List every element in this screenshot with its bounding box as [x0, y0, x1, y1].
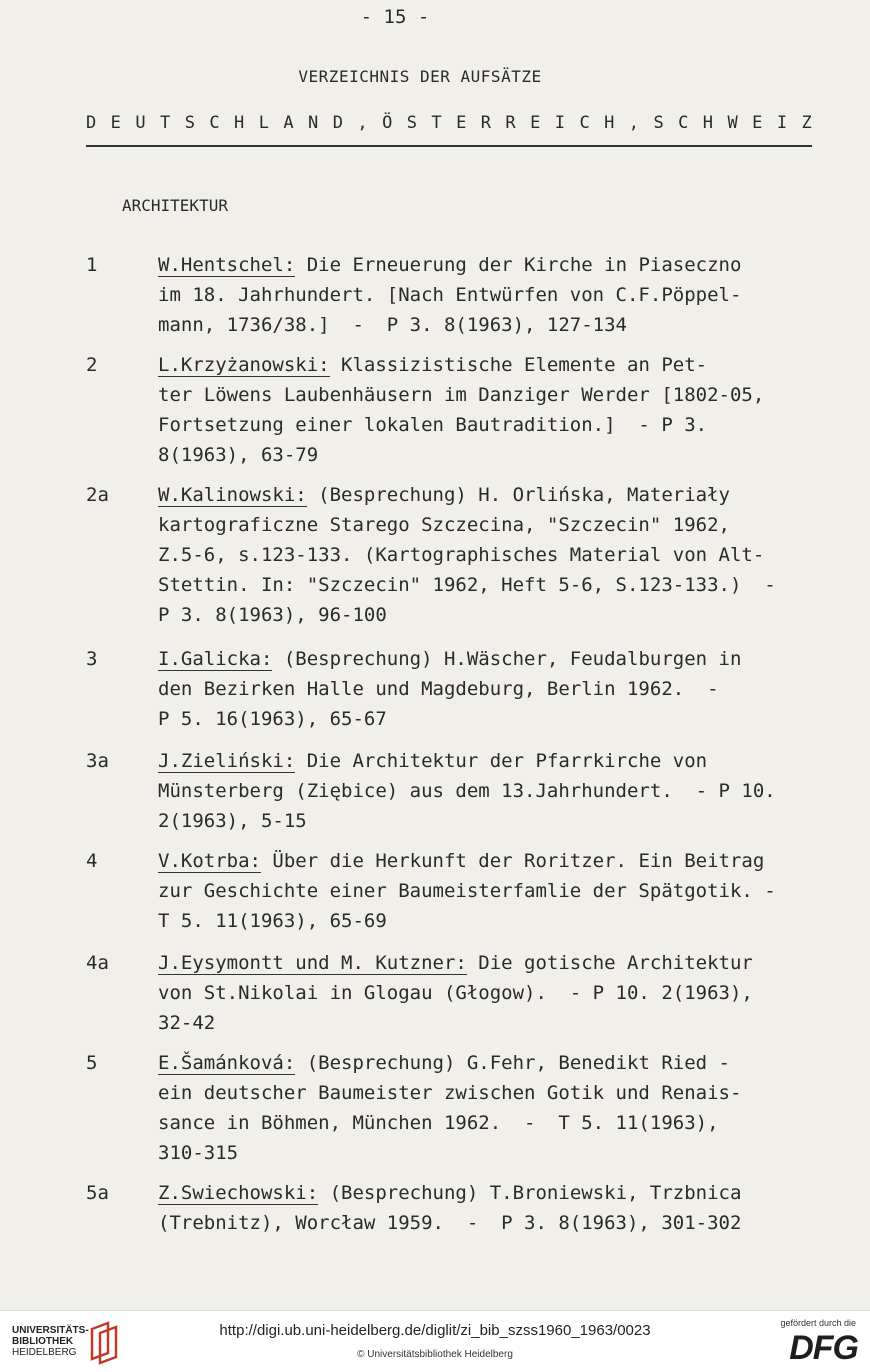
entry-line: Stettin. In: "Szczecin" 1962, Heft 5-6, S.123-133.) - [158, 574, 776, 596]
entry-number: 5a [86, 1182, 109, 1204]
country-letter: H [702, 113, 714, 133]
country-letter: U [135, 113, 146, 133]
library-name-line: HEIDELBERG [12, 1347, 77, 1358]
country-letter: N [308, 113, 319, 133]
header-rule [86, 145, 812, 147]
entry-line: 8(1963), 63-79 [158, 444, 319, 466]
copyright-notice: © Universitätsbibliothek Heidelberg [357, 1349, 513, 1360]
section-title: ARCHITEKTUR [122, 196, 228, 215]
country-letter: E [752, 113, 763, 133]
entry-number: 2a [86, 484, 109, 506]
country-letter: C [678, 113, 689, 133]
entry-author: I.Galicka: [158, 648, 273, 670]
footer [0, 1310, 870, 1372]
entry-line: 2(1963), 5-15 [158, 810, 307, 832]
entry-line: J.Eysymontt und M. Kutzner: Die gotische Architektur [158, 952, 753, 974]
entry-line: I.Galicka: (Besprechung) H.Wäscher, Feudalburgen in [158, 648, 742, 670]
entry-number: 3a [86, 750, 109, 772]
entry-line: zur Geschichte einer Baumeisterfamlie der Spätgotik. - [158, 880, 776, 902]
entry-author: Z.Swiechowski: [158, 1182, 319, 1204]
entry-author: J.Eysymontt und M. Kutzner: [158, 952, 467, 974]
country-letter: S [184, 113, 195, 133]
country-letter: T [431, 113, 442, 133]
entry-number: 2 [86, 354, 98, 376]
entry-author: W.Kalinowski: [158, 484, 307, 506]
page-heading: VERZEICHNIS DER AUFSÄTZE [298, 67, 542, 86]
entry-line: mann, 1736/38.] - P 3. 8(1963), 127-134 [158, 314, 627, 336]
entry-line: L.Krzyżanowski: Klassizistische Elemente an Pet- [158, 354, 708, 376]
entry-line: P 5. 16(1963), 65-67 [158, 708, 387, 730]
library-name-line: BIBLIOTHEK [12, 1336, 74, 1347]
country-letter: Ö [382, 113, 393, 133]
country-letter: D [332, 113, 343, 133]
library-name-line: UNIVERSITÄTS- [12, 1325, 89, 1336]
country-letter: H [604, 113, 615, 133]
country-separator: , [357, 113, 368, 133]
entry-number: 3 [86, 648, 98, 670]
entry-line: W.Kalinowski: (Besprechung) H. Orlińska, Materiały [158, 484, 730, 506]
country-letter: E [110, 113, 121, 133]
entry-author: E.Šamánková: [158, 1052, 296, 1074]
entry-line: ter Löwens Laubenhäusern im Danziger Werder [1802-05, [158, 384, 765, 406]
entry-line: den Bezirken Halle und Magdeburg, Berlin 1962. - [158, 678, 719, 700]
entry-line: E.Šamánková: (Besprechung) G.Fehr, Benedikt Ried - [158, 1052, 730, 1074]
entry-number: 4 [86, 850, 98, 872]
country-letter: I [776, 113, 788, 133]
country-letter: T [160, 113, 171, 133]
country-header [86, 113, 812, 133]
entry-line: 310-315 [158, 1142, 239, 1164]
country-separator: , [628, 113, 640, 133]
country-letter: C [579, 113, 590, 133]
country-letter: R [480, 113, 491, 133]
entry-line: Z.Swiechowski: (Besprechung) T.Broniewski, Trzbnica [158, 1182, 742, 1204]
country-letter: D [86, 113, 97, 133]
entry-line: 32-42 [158, 1012, 216, 1034]
country-letter: L [258, 113, 269, 133]
entry-number: 5 [86, 1052, 98, 1074]
entry-line: Fortsetzung einer lokalen Bautradition.] - P 3. [158, 414, 708, 436]
entry-author: V.Kotrba: [158, 850, 261, 872]
entry-line: sance in Böhmen, München 1962. - T 5. 11(1963), [158, 1112, 719, 1134]
country-letter: E [456, 113, 467, 133]
entry-author: J.Zieliński: [158, 750, 296, 772]
entry-number: 1 [86, 254, 98, 276]
entry-line: W.Hentschel: Die Erneuerung der Kirche in Piaseczno [158, 254, 742, 276]
country-letter: E [530, 113, 541, 133]
entry-line: von St.Nikolai in Glogau (Głogow). - P 10. 2(1963), [158, 982, 753, 1004]
country-letter: R [505, 113, 516, 133]
country-letter: H [234, 113, 245, 133]
funding-note: gefördert durch die [780, 1318, 856, 1328]
entry-line: V.Kotrba: Über die Herkunft der Roritzer. Ein Beitrag [158, 850, 765, 872]
country-letter: S [653, 113, 664, 133]
entry-line: ein deutscher Baumeister zwischen Gotik und Renais- [158, 1082, 742, 1104]
permalink-url[interactable]: http://digi.ub.uni-heidelberg.de/diglit/zi_bib_szss1960_1963/0023 [219, 1322, 651, 1339]
page-number: - 15 - [360, 6, 430, 28]
entry-line: (Trebnitz), Worcław 1959. - P 3. 8(1963), 301-302 [158, 1212, 742, 1234]
entry-line: kartograficzne Starego Szczecina, "Szczecin" 1962, [158, 514, 730, 536]
entry-line: im 18. Jahrhundert. [Nach Entwürfen von C.F.Pöppel- [158, 284, 742, 306]
country-letter: W [727, 113, 738, 133]
entry-author: W.Hentschel: [158, 254, 296, 276]
country-letter: I [554, 113, 566, 133]
country-letter: Z [801, 113, 812, 133]
country-letter: S [406, 113, 417, 133]
entry-line: J.Zieliński: Die Architektur der Pfarrkirche von [158, 750, 708, 772]
entry-author: L.Krzyżanowski: [158, 354, 330, 376]
country-letter: A [283, 113, 294, 133]
entry-line: Münsterberg (Ziębice) aus dem 13.Jahrhundert. - P 10. [158, 780, 776, 802]
country-letter: C [209, 113, 220, 133]
dfg-logo: DFG [789, 1329, 858, 1367]
entry-line: P 3. 8(1963), 96-100 [158, 604, 387, 626]
entry-line: Z.5-6, s.123-133. (Kartographisches Material von Alt- [158, 544, 765, 566]
entry-number: 4a [86, 952, 109, 974]
entry-line: T 5. 11(1963), 65-69 [158, 910, 387, 932]
